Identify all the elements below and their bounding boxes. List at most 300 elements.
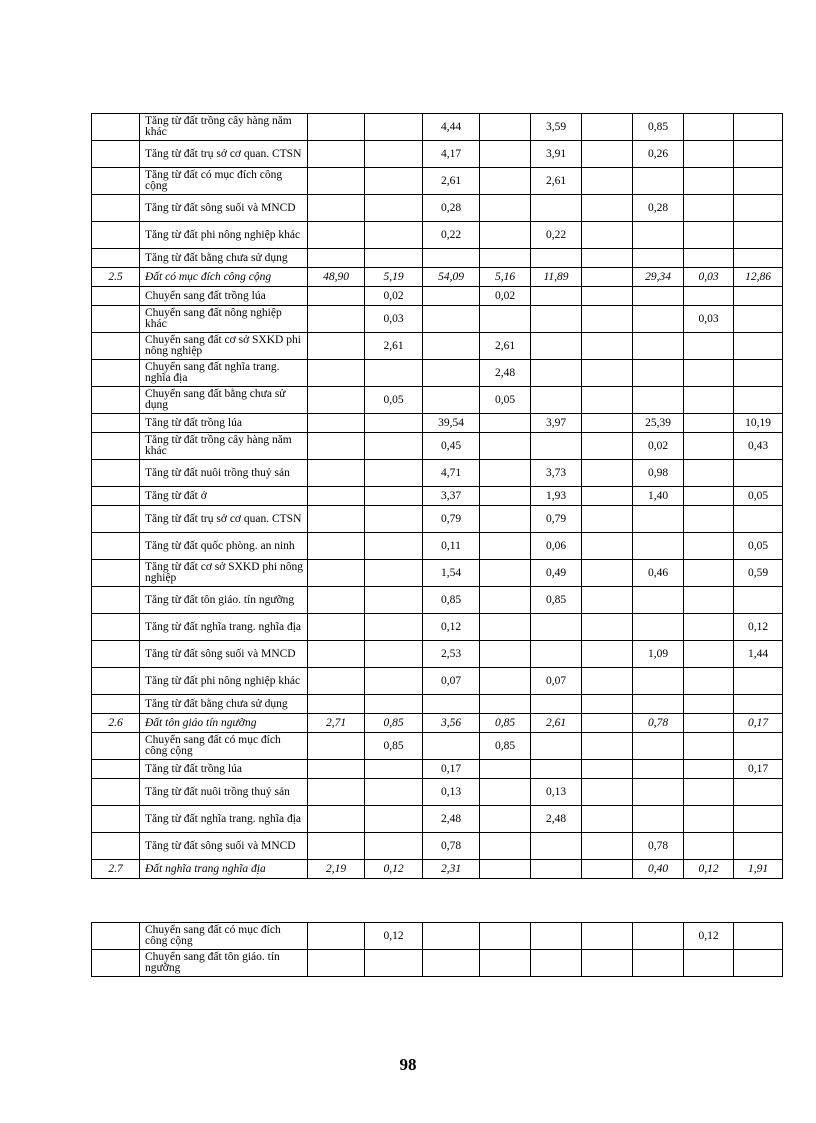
value-cell (531, 923, 582, 950)
value-cell (480, 195, 531, 222)
value-cell (480, 614, 531, 641)
value-cell: 0,13 (531, 779, 582, 806)
value-cell (582, 641, 633, 668)
value-cell: 0,26 (633, 141, 684, 168)
row-label: Chuyển sang đất tôn giáo. tín ngưỡng (140, 950, 308, 977)
row-label: Tăng từ đất ở (140, 487, 308, 506)
row-code: 2.7 (92, 860, 140, 879)
value-cell (684, 333, 734, 360)
value-cell (365, 560, 423, 587)
value-cell: 0,12 (423, 614, 480, 641)
value-cell (531, 333, 582, 360)
value-cell (582, 460, 633, 487)
value-cell: 0,13 (423, 779, 480, 806)
table-row (92, 533, 783, 560)
value-cell: 2,61 (531, 714, 582, 733)
row-code (92, 833, 140, 860)
value-cell (734, 249, 783, 268)
value-cell (480, 695, 531, 714)
value-cell: 3,91 (531, 141, 582, 168)
row-code (92, 333, 140, 360)
value-cell (582, 387, 633, 414)
row-code (92, 360, 140, 387)
value-cell (308, 487, 365, 506)
value-cell (684, 614, 734, 641)
row-code (92, 249, 140, 268)
value-cell (308, 306, 365, 333)
value-cell (308, 433, 365, 460)
value-cell: 2,48 (480, 360, 531, 387)
value-cell (423, 695, 480, 714)
value-cell (531, 860, 582, 879)
value-cell (308, 460, 365, 487)
value-cell: 0,22 (423, 222, 480, 249)
table-row (92, 506, 783, 533)
row-label: Tăng từ đất quốc phòng. an ninh (140, 533, 308, 560)
value-cell: 0,12 (684, 860, 734, 879)
value-cell: 0,85 (480, 733, 531, 760)
value-cell (365, 460, 423, 487)
value-cell: 0,85 (365, 714, 423, 733)
value-cell (582, 506, 633, 533)
value-cell (308, 760, 365, 779)
table-row (92, 249, 783, 268)
value-cell (531, 733, 582, 760)
value-cell (633, 614, 684, 641)
value-cell (308, 695, 365, 714)
value-cell (734, 833, 783, 860)
row-code (92, 487, 140, 506)
value-cell: 2,19 (308, 860, 365, 879)
value-cell: 2,61 (531, 168, 582, 195)
value-cell (365, 360, 423, 387)
value-cell: 0,07 (531, 668, 582, 695)
value-cell (633, 249, 684, 268)
value-cell (365, 695, 423, 714)
value-cell (734, 168, 783, 195)
table-row (92, 460, 783, 487)
value-cell (308, 614, 365, 641)
value-cell (480, 114, 531, 141)
value-cell (684, 168, 734, 195)
value-cell (531, 360, 582, 387)
value-cell (734, 950, 783, 977)
value-cell (582, 195, 633, 222)
value-cell (531, 695, 582, 714)
value-cell (531, 249, 582, 268)
value-cell: 3,97 (531, 414, 582, 433)
value-cell (633, 733, 684, 760)
value-cell: 0,59 (734, 560, 783, 587)
row-code (92, 114, 140, 141)
value-cell (633, 168, 684, 195)
table-row (92, 387, 783, 414)
value-cell (365, 433, 423, 460)
value-cell: 12,86 (734, 268, 783, 287)
land-use-table-continued (91, 922, 783, 977)
value-cell (480, 587, 531, 614)
value-cell: 0,85 (633, 114, 684, 141)
value-cell: 0,28 (423, 195, 480, 222)
value-cell (684, 487, 734, 506)
row-label: Tăng từ đất nuôi trồng thuỷ sản (140, 460, 308, 487)
value-cell (480, 460, 531, 487)
value-cell: 5,19 (365, 268, 423, 287)
value-cell: 3,59 (531, 114, 582, 141)
row-code (92, 779, 140, 806)
value-cell (308, 387, 365, 414)
row-code (92, 533, 140, 560)
value-cell: 0,03 (365, 306, 423, 333)
value-cell (684, 714, 734, 733)
value-cell: 25,39 (633, 414, 684, 433)
value-cell (734, 360, 783, 387)
value-cell (633, 222, 684, 249)
value-cell (308, 506, 365, 533)
value-cell (684, 641, 734, 668)
value-cell (582, 614, 633, 641)
table-row (92, 779, 783, 806)
value-cell (480, 487, 531, 506)
row-label: Tăng từ đất bằng chưa sử dụng (140, 695, 308, 714)
table-row (92, 806, 783, 833)
value-cell: 0,02 (365, 287, 423, 306)
value-cell (480, 806, 531, 833)
row-code (92, 668, 140, 695)
value-cell: 48,90 (308, 268, 365, 287)
value-cell: 2,48 (531, 806, 582, 833)
value-cell (308, 923, 365, 950)
value-cell (633, 287, 684, 306)
category-row (92, 268, 783, 287)
value-cell: 2,61 (423, 168, 480, 195)
row-code (92, 733, 140, 760)
value-cell (734, 306, 783, 333)
value-cell (308, 733, 365, 760)
value-cell (365, 806, 423, 833)
value-cell (423, 249, 480, 268)
row-label: Tăng từ đất tôn giáo. tín ngưỡng (140, 587, 308, 614)
value-cell (734, 587, 783, 614)
table-row (92, 833, 783, 860)
row-label: Chuyển sang đất nghĩa trang. nghĩa địa (140, 360, 308, 387)
value-cell: 0,43 (734, 433, 783, 460)
row-label: Tăng từ đất trồng cây hàng năm khác (140, 433, 308, 460)
row-code (92, 195, 140, 222)
value-cell: 0,78 (423, 833, 480, 860)
value-cell (308, 560, 365, 587)
value-cell (684, 587, 734, 614)
value-cell (480, 779, 531, 806)
value-cell: 11,89 (531, 268, 582, 287)
value-cell: 29,34 (633, 268, 684, 287)
value-cell: 0,12 (734, 614, 783, 641)
value-cell (531, 614, 582, 641)
value-cell (480, 141, 531, 168)
value-cell (365, 487, 423, 506)
value-cell (633, 668, 684, 695)
value-cell (734, 195, 783, 222)
value-cell (633, 360, 684, 387)
row-label: Tăng từ đất bằng chưa sử dụng (140, 249, 308, 268)
table-row (92, 141, 783, 168)
value-cell (423, 387, 480, 414)
row-label: Chuyển sang đất bằng chưa sử dụng (140, 387, 308, 414)
value-cell (633, 306, 684, 333)
value-cell (582, 668, 633, 695)
value-cell (365, 222, 423, 249)
value-cell: 0,45 (423, 433, 480, 460)
value-cell (582, 695, 633, 714)
value-cell: 3,56 (423, 714, 480, 733)
value-cell (633, 533, 684, 560)
value-cell (734, 114, 783, 141)
value-cell (365, 195, 423, 222)
row-label: Tăng từ đất sông suối và MNCD (140, 641, 308, 668)
value-cell (684, 387, 734, 414)
value-cell (308, 806, 365, 833)
value-cell (365, 414, 423, 433)
value-cell: 54,09 (423, 268, 480, 287)
value-cell: 0,17 (734, 760, 783, 779)
value-cell: 0,22 (531, 222, 582, 249)
value-cell: 0,17 (734, 714, 783, 733)
row-code (92, 168, 140, 195)
value-cell (582, 533, 633, 560)
value-cell (365, 614, 423, 641)
value-cell (684, 806, 734, 833)
value-cell (480, 760, 531, 779)
value-cell: 4,44 (423, 114, 480, 141)
value-cell: 4,17 (423, 141, 480, 168)
table-row (92, 333, 783, 360)
value-cell (480, 560, 531, 587)
row-code (92, 760, 140, 779)
value-cell (480, 433, 531, 460)
row-label: Chuyển sang đất nông nghiệp khác (140, 306, 308, 333)
row-code (92, 950, 140, 977)
value-cell (633, 506, 684, 533)
value-cell: 3,73 (531, 460, 582, 487)
value-cell (308, 533, 365, 560)
value-cell: 2,48 (423, 806, 480, 833)
value-cell (582, 560, 633, 587)
value-cell (582, 433, 633, 460)
value-cell: 0,12 (365, 860, 423, 879)
value-cell: 2,61 (365, 333, 423, 360)
value-cell: 0,28 (633, 195, 684, 222)
value-cell (365, 249, 423, 268)
row-label: Chuyển sang đất cơ sở SXKD phi nông nghiệp (140, 333, 308, 360)
value-cell (684, 287, 734, 306)
value-cell: 0,11 (423, 533, 480, 560)
value-cell: 0,03 (684, 268, 734, 287)
value-cell (582, 414, 633, 433)
table-row (92, 760, 783, 779)
value-cell (531, 287, 582, 306)
row-label: Tăng từ đất nghĩa trang. nghĩa địa (140, 806, 308, 833)
value-cell (480, 533, 531, 560)
value-cell (734, 695, 783, 714)
row-label: Tăng từ đất cơ sở SXKD phi nông nghiệp (140, 560, 308, 587)
value-cell: 0,49 (531, 560, 582, 587)
row-code (92, 923, 140, 950)
value-cell: 0,85 (480, 714, 531, 733)
value-cell (684, 114, 734, 141)
value-cell (684, 506, 734, 533)
value-cell (684, 779, 734, 806)
value-cell (308, 779, 365, 806)
table-row (92, 414, 783, 433)
row-label: Chuyển sang đất có mục đích công cộng (140, 923, 308, 950)
value-cell (308, 249, 365, 268)
row-code (92, 387, 140, 414)
row-code (92, 560, 140, 587)
row-code (92, 806, 140, 833)
row-label: Tăng từ đất phi nông nghiệp khác (140, 222, 308, 249)
value-cell: 0,05 (734, 487, 783, 506)
value-cell: 0,07 (423, 668, 480, 695)
value-cell (365, 168, 423, 195)
row-code (92, 641, 140, 668)
value-cell (582, 779, 633, 806)
value-cell (734, 806, 783, 833)
value-cell (582, 306, 633, 333)
value-cell: 1,91 (734, 860, 783, 879)
value-cell (531, 950, 582, 977)
value-cell (308, 587, 365, 614)
value-cell (365, 950, 423, 977)
table-row (92, 923, 783, 950)
value-cell: 1,44 (734, 641, 783, 668)
value-cell (308, 360, 365, 387)
row-code (92, 460, 140, 487)
table-row (92, 695, 783, 714)
value-cell (633, 387, 684, 414)
value-cell (308, 141, 365, 168)
table-row (92, 587, 783, 614)
value-cell: 3,37 (423, 487, 480, 506)
value-cell (365, 506, 423, 533)
value-cell (734, 779, 783, 806)
row-label: Tăng từ đất phi nông nghiệp khác (140, 668, 308, 695)
value-cell (365, 141, 423, 168)
row-code: 2.6 (92, 714, 140, 733)
value-cell (480, 168, 531, 195)
table-row (92, 433, 783, 460)
row-code (92, 414, 140, 433)
value-cell: 0,85 (365, 733, 423, 760)
value-cell: 1,54 (423, 560, 480, 587)
value-cell (582, 833, 633, 860)
row-label: Tăng từ đất nuôi trồng thuỷ sản (140, 779, 308, 806)
row-label: Tăng từ đất trồng lúa (140, 760, 308, 779)
value-cell (423, 923, 480, 950)
value-cell (582, 714, 633, 733)
value-cell (308, 195, 365, 222)
value-cell (308, 833, 365, 860)
value-cell (531, 833, 582, 860)
row-code: 2.5 (92, 268, 140, 287)
value-cell (531, 760, 582, 779)
value-cell (633, 695, 684, 714)
value-cell (633, 760, 684, 779)
value-cell (582, 114, 633, 141)
value-cell (684, 141, 734, 168)
table-row (92, 306, 783, 333)
value-cell (531, 306, 582, 333)
table-row (92, 733, 783, 760)
row-code (92, 695, 140, 714)
table-row (92, 668, 783, 695)
value-cell (423, 287, 480, 306)
value-cell (633, 333, 684, 360)
value-cell (734, 460, 783, 487)
value-cell: 0,05 (480, 387, 531, 414)
value-cell (684, 460, 734, 487)
value-cell (480, 306, 531, 333)
value-cell: 0,06 (531, 533, 582, 560)
value-cell (423, 333, 480, 360)
value-cell: 39,54 (423, 414, 480, 433)
value-cell (734, 506, 783, 533)
row-label: Tăng từ đất trồng cây hàng năm khác (140, 114, 308, 141)
value-cell (365, 833, 423, 860)
value-cell: 0,46 (633, 560, 684, 587)
row-label: Tăng từ đất sông suối và MNCD (140, 195, 308, 222)
value-cell: 2,71 (308, 714, 365, 733)
value-cell: 0,12 (684, 923, 734, 950)
value-cell (480, 222, 531, 249)
value-cell: 1,40 (633, 487, 684, 506)
value-cell: 0,78 (633, 714, 684, 733)
value-cell (633, 950, 684, 977)
row-code (92, 287, 140, 306)
value-cell (308, 168, 365, 195)
value-cell: 0,12 (365, 923, 423, 950)
value-cell: 0,05 (734, 533, 783, 560)
value-cell (423, 360, 480, 387)
value-cell (308, 641, 365, 668)
value-cell: 0,02 (633, 433, 684, 460)
row-label: Tăng từ đất trụ sở cơ quan. CTSN (140, 506, 308, 533)
row-label: Đất có mục đích công cộng (140, 268, 308, 287)
value-cell (480, 668, 531, 695)
value-cell (480, 833, 531, 860)
row-code (92, 614, 140, 641)
value-cell (582, 760, 633, 779)
value-cell (308, 222, 365, 249)
table-row (92, 287, 783, 306)
value-cell (582, 222, 633, 249)
table-row (92, 168, 783, 195)
value-cell (365, 533, 423, 560)
value-cell (582, 168, 633, 195)
row-code (92, 141, 140, 168)
value-cell: 0,85 (423, 587, 480, 614)
value-cell (365, 641, 423, 668)
value-cell (684, 195, 734, 222)
value-cell (582, 487, 633, 506)
value-cell (582, 360, 633, 387)
value-cell (582, 806, 633, 833)
value-cell (734, 287, 783, 306)
value-cell (684, 733, 734, 760)
value-cell (633, 923, 684, 950)
row-label: Tăng từ đất trụ sở cơ quan. CTSN (140, 141, 308, 168)
value-cell (684, 414, 734, 433)
value-cell (308, 668, 365, 695)
